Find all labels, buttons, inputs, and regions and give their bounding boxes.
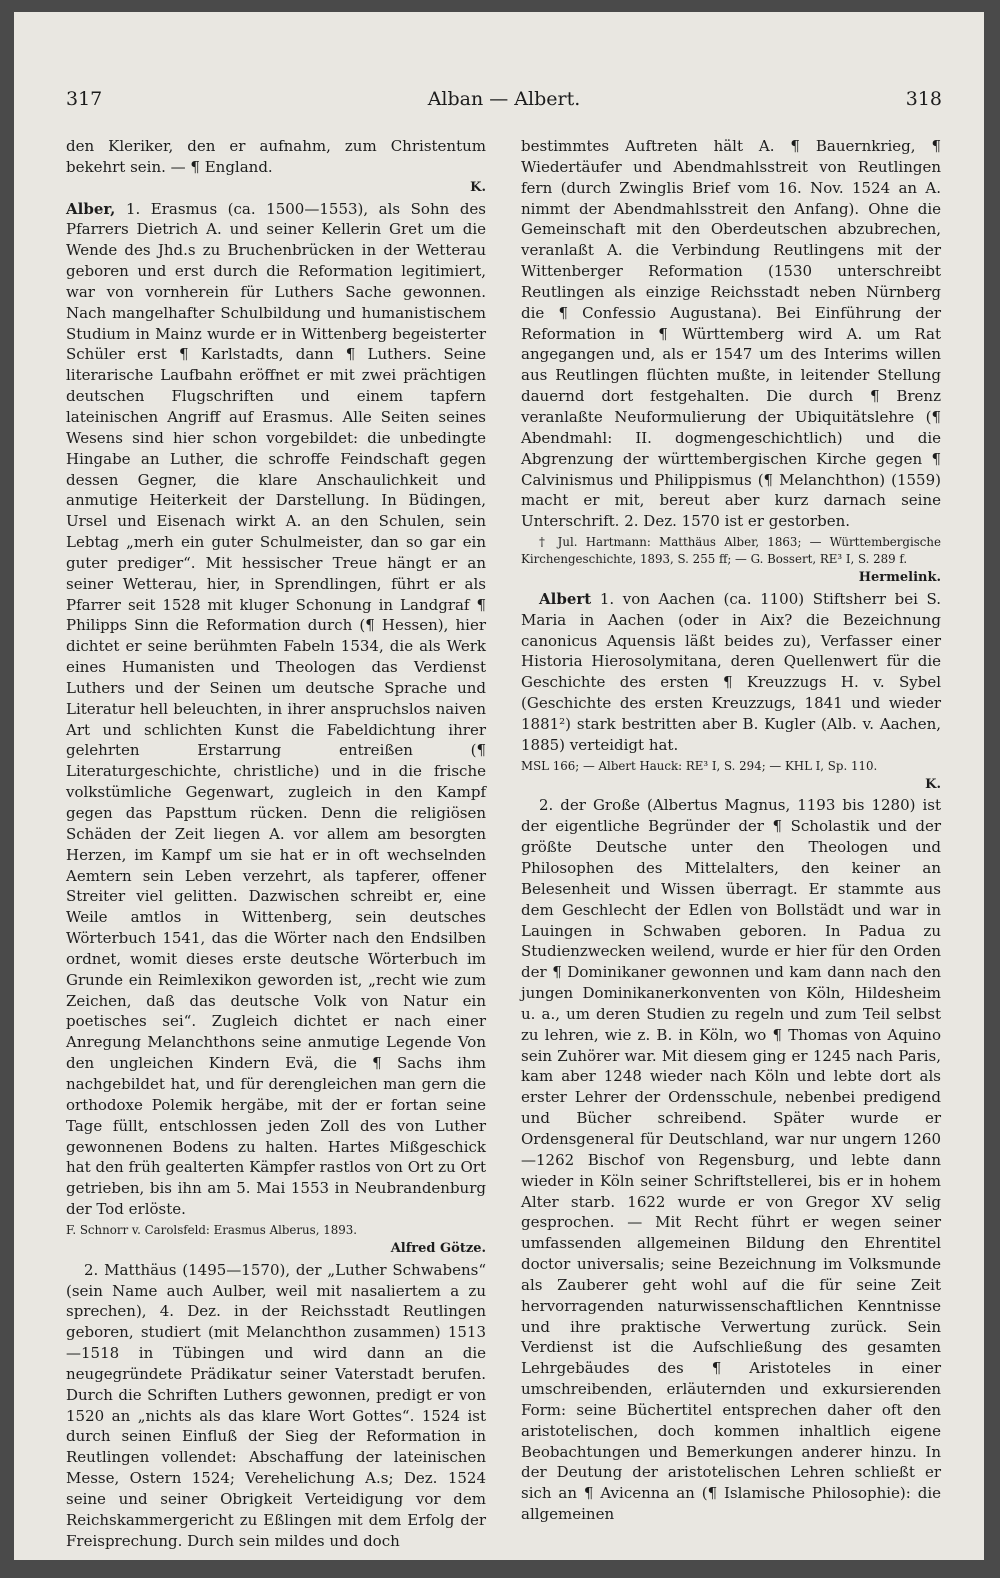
paragraph: 2. der Große (Albertus Magnus, 1193 bis 1280) ist der eigentliche Begründer der ¶ Scholastik und der größte Deutsche unter den Theologen und Philosophen des Mittelalters, den keiner an Belesenheit und Wissen überragt. Er stammte aus dem Geschlecht der Edlen von Bollstädt und war in Lauingen in Schwaben geboren. In Padua zu Studienzwecken weilend, wurde er hier für den Orden der ¶ Dominikaner gewonnen und kam dann nach den jungen Dominikanerkonventen von Köln, Hildesheim u. a., um deren Studien zu regeln und zum Teil selbst zu lehren, wie z. B. in Köln, wo ¶ Thomas von Aquino sein Zuhörer war. Mit diesem ging er 1245 nach Paris, kam aber 1248 wieder nach Köln und lebte dort als erster Lehrer der Ordensschule, nebenbei predigend und Bücher schreibend. Später wurde er Ordensgeneral für Deutschland, war nur ungern 1260—1262 Bischof von Regensburg, und lebte dann wieder in Köln seiner Schriftstellerei, bis er in hohem Alter starb. 1622 wurde er von Gregor XV selig gesprochen. — Mit Recht führt er wegen seiner umfassenden allgemeinen Bildung den Ehrentitel doctor universalis; seine Bezeichnung im Volksmunde als Zauberer geht wohl auf die für seine Zeit hervorragenden naturwissenschaftlichen Kenntnisse und ihre praktische Verwertung zurück. Sein Verdienst ist die Aufschließung des gesamten Lehrgebäudes des ¶ Aristoteles in einer umschreibenden, erläuternden und exkursierenden Form: seine Büchertitel entsprechen daher oft den aristotelischen, doch kommen inhaltlich eigene Beobachtungen und Bemerkungen anderer hinzu. In der Deutung der aristotelischen Lehren schließt er sich an ¶ Avicenna an (¶ Islamische Philosophie): die allgemeinen xyxy=(521,796,941,1524)
paragraph-text: den Kleriker, den er aufnahm, zum Christentum bekehrt sein. — ¶ England. xyxy=(66,137,486,176)
running-title: Alban — Albert. xyxy=(427,88,581,110)
author-signature: K. xyxy=(925,776,941,792)
bibliography-reference: † Jul. Hartmann: Matthäus Alber, 1863; — Württembergische Kirchengeschichte, 1893, S. 255 ff; — G. Bossert, RE³ I, S. 289 f. xyxy=(521,535,941,567)
page-header xyxy=(66,88,942,114)
left-column xyxy=(66,136,486,1552)
entry-headword: Alber, xyxy=(66,199,116,218)
page-number-left: 317 xyxy=(66,88,103,110)
paragraph-text: 1. von Aachen (ca. 1100) Stiftsherr bei S. Maria in Aachen (oder in Aix? die Bezeichnung canonicus Aquensis läßt beides zu), Verfasser einer Historia Hierosolymitana, deren Quellenwert für die Geschichte des ersten ¶ Kreuzzugs H. v. Sybel (Geschichte des ersten Kreuzzugs, 1841 und wieder 1881²) stark bestritten aber B. Kugler (Alb. v. Aachen, 1885) verteidigt hat. xyxy=(521,589,941,754)
entry-headword: Albert xyxy=(539,589,592,608)
author-signature: Alfred Götze. xyxy=(390,1240,486,1256)
paragraph: bestimmtes Auftreten hält A. ¶ Bauernkrieg, ¶ Wiedertäufer und Abendmahlsstreit von Reutlingen fern (durch Zwinglis Brief vom 16. Nov. 1524 an A. nimmt der Abendmahlsstreit den Anfang). Ohne die Gemeinschaft mit den Oberdeutschen abzubrechen, veranlaßt A. die Verbindung Reutlingens mit der Wittenberger Reformation (1530 unterschreibt Reutlingen als einzige Reichsstadt neben Nürnberg die ¶ Confessio Augustana). Bei Einführung der Reformation in ¶ Württemberg wird A. um Rat angegangen und, als er 1547 um des Interims willen aus Reutlingen flüchten mußte, in leitender Stellung dauernd dort festgehalten. Die durch ¶ Brenz veranlaßte Neuformulierung der Ubiquitätslehre (¶ Abendmahl: II. dogmengeschichtlich) und die Abgrenzung der württembergischen Kirche gegen ¶ Calvinismus und Philippismus (¶ Melanchthon) (1559) macht er mit, bereut aber kurz darnach seine Unterschrift. 2. Dez. 1570 ist er gestorben. xyxy=(521,137,941,531)
author-signature: Hermelink. xyxy=(858,570,941,586)
right-column xyxy=(521,136,941,1525)
book-page xyxy=(14,12,984,1560)
entry-alber xyxy=(66,199,486,1220)
author-signature: K. xyxy=(470,179,486,195)
entry-albert xyxy=(521,589,941,756)
paragraph xyxy=(66,136,486,178)
page-number-right: 318 xyxy=(905,88,942,110)
paragraph-text: 1. Erasmus (ca. 1500—1553), als Sohn des Pfarrers Dietrich A. und seiner Kellerin Gret um die Wende des Jhd.s zu Bruchenbrücken in der Wetterau geboren und erst durch die Reformation legitimiert, war von vornherein für Luthers Sache gewonnen. Nach mangelhafter Schulbildung und humanistischem Studium in Mainz wurde er in Wittenberg begeisterter Schüler erst ¶ Karlstadts, dann ¶ Luthers. Seine literarische Laufbahn eröffnet er mit zwei prächtigen deutschen Flugschriften und einem tapfern lateinischen Angriff auf Erasmus. Alle Seiten seines Wesens sind hier schon vorgebildet: die unbedingte Hingabe an Luther, die schroffe Feindschaft gegen dessen Gegner, die klare Anschaulichkeit und anmutige Heiterkeit der Darstellung. In Büdingen, Ursel und Eisenach wirkt A. an den Schulen, sein Lebtag „merh ein guter Schulmeister, dan so gar ein guter prediger“. Mit hessischer Treue hängt er an seiner Wetterau, hier, in Sprendlingen, führt er als Pfarrer seit 1528 mit kluger Schonung in Landgraf ¶ Philipps Sinn die Reformation durch (¶ Hessen), hier dichtet er seine berühmten Fabeln 1534, die als Werk eines Humanisten und Theologen das Verdienst Luthers und der Seinen um deutsche Sprache und Literatur hell beleuchten, in ihrer anspruchslos naiven Art und schlichten Kunst die Fabeldichtung ihrer gelehrten Erstarrung entreißen (¶ Literaturgeschichte, christliche) und in die frische volkstümliche Gegenwart, zugleich in den Kampf gegen das Papsttum rücken. Denn die religiösen Schäden der Zeit liegen A. vor allem am besorgten Herzen, im Kampf um sie hat er in oft wechselnden Aemtern sein Leben verzehrt, als tapferer, offener Streiter viel gelitten. Dazwischen schreibt er, eine Weile amtlos in Wittenberg, sein deutsches Wörterbuch 1541, das die Wörter nach den Endsilben ordnet, womit dieses erste deutsche Wörterbuch im Grunde ein Reimlexikon geworden ist, „recht wie zum Zeichen, daß das deutsche Volk von Natur ein poetisches sei“. Zugleich dichtet er nach einer Anregung Melanchthons seine anmutige Legende Von den ungleichen Kindern Evä, die ¶ Sachs ihm nachgebildet hat, und für derengleichen man gern die orthodoxe Polemik hergäbe, mit der er fortan seine Tage füllt, entschlossen jeden Zoll des von Luther gewonnenen Bodens zu halten. Hartes Mißgeschick hat den früh gealterten Kämpfer rastlos von Ort zu Ort getrieben, bis ihn am 5. Mai 1553 in Neubrandenburg der Tod erlöste. xyxy=(66,199,486,1219)
bibliography-reference: F. Schnorr v. Carolsfeld: Erasmus Alberus, 1893. xyxy=(66,1222,357,1237)
bibliography-reference: MSL 166; — Albert Hauck: RE³ I, S. 294; — KHL I, Sp. 110. xyxy=(521,758,878,773)
paragraph: 2. Matthäus (1495—1570), der „Luther Schwabens“ (sein Name auch Aulber, weil mit nasaliertem a zu sprechen), 4. Dez. in der Reichsstadt Reutlingen geboren, studiert (mit Melanchthon zusammen) 1513—1518 in Tübingen und wird dann an die neugegründete Prädikatur seiner Vaterstadt berufen. Durch die Schriften Luthers gewonnen, predigt er von 1520 an „nichts als das klare Wort Gottes“. 1524 ist durch seinen Einfluß der Sieg der Reformation in Reutlingen vollendet: Abschaffung der lateinischen Messe, Ostern 1524; Verehelichung A.s; Dez. 1524 seine und seiner Obrigkeit Verteidigung vor dem Reichskammergericht zu Eßlingen mit dem Erfolg der Freisprechung. Durch sein mildes und doch xyxy=(66,1260,486,1550)
